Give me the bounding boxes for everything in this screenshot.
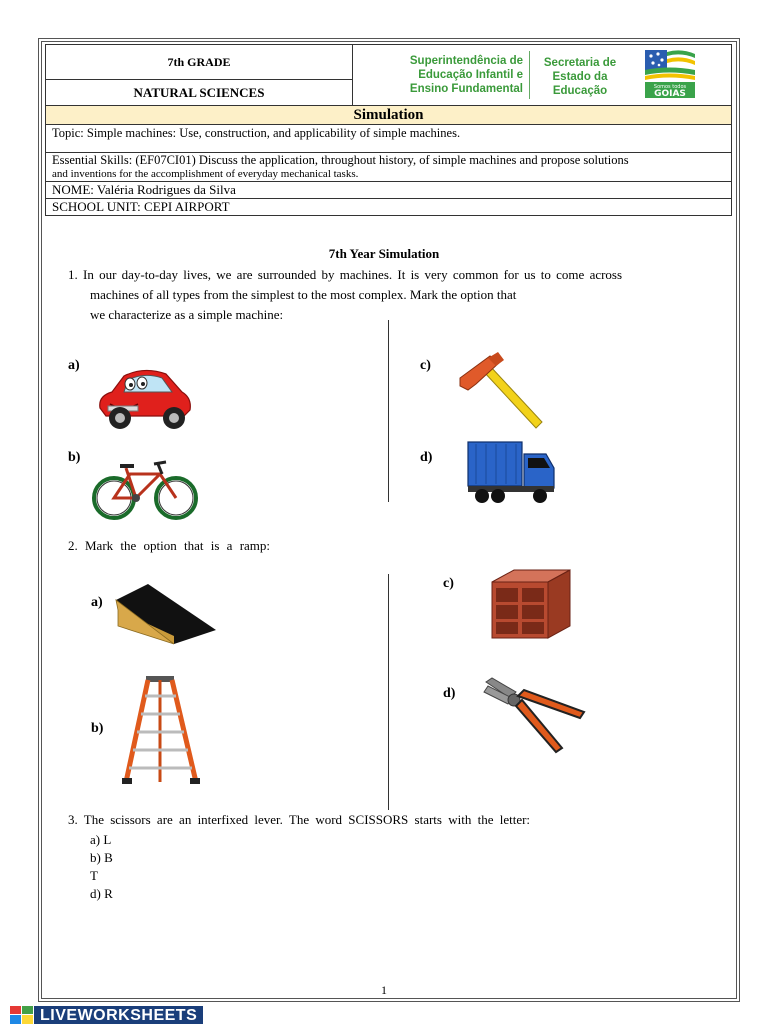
- subject-label: NATURAL SCIENCES: [46, 80, 353, 106]
- section-title: Simulation: [46, 106, 732, 125]
- q3-answer-c[interactable]: T: [90, 868, 98, 883]
- skills-text: Essential Skills: (EF07CI01) Discuss the application, throughout history, of simple machines and propose solutions and inventions for the accomplishment of everyday mechanical tasks.: [46, 153, 732, 182]
- ramp-icon[interactable]: [112, 580, 218, 646]
- page-number: 1: [381, 983, 387, 997]
- secretaria-logo: Secretaria de Estado da Educação: [543, 57, 617, 97]
- q2-option-c[interactable]: c): [443, 576, 454, 591]
- svg-text:Somos todos: Somos todos: [653, 84, 687, 90]
- q3-answer-b[interactable]: b) B: [90, 850, 113, 865]
- q1-option-c[interactable]: c): [420, 358, 431, 373]
- q3-answer-a[interactable]: a) L: [90, 832, 112, 847]
- hammer-icon[interactable]: [456, 352, 546, 432]
- logos-cell: [353, 45, 732, 106]
- q2-option-b[interactable]: b): [91, 721, 104, 736]
- q2-divider: [388, 574, 389, 810]
- student-name: NOME: Valéria Rodrigues da Silva: [46, 182, 732, 199]
- logo-divider: [529, 51, 530, 99]
- liveworksheets-icon: [10, 1006, 34, 1024]
- liveworksheets-text: LIVEWORKSHEETS: [34, 1006, 203, 1024]
- q1-option-a[interactable]: a): [68, 358, 80, 373]
- brick-icon[interactable]: [490, 568, 572, 640]
- q2-option-d[interactable]: d): [443, 686, 456, 701]
- q3-answer-d[interactable]: d) R: [90, 886, 113, 901]
- question-2: 2. Mark the option that is a ramp:: [68, 538, 271, 553]
- question-1: 1. In our day-to-day lives, we are surrounded by machines. It is very common for us to come across machines of all types from the simplest to the most complex. Mark the option that we characterize as a simple machine:: [68, 267, 623, 322]
- school-unit: SCHOOL UNIT: CEPI AIRPORT: [46, 199, 732, 216]
- q2-option-a[interactable]: a): [91, 595, 103, 610]
- header-table: [45, 44, 732, 216]
- question-3: 3. The scissors are an interfixed lever. The word SCISSORS starts with the letter:: [68, 812, 531, 827]
- pliers-icon[interactable]: [480, 674, 588, 756]
- bicycle-icon[interactable]: [90, 458, 200, 524]
- worksheet-title: 7th Year Simulation: [328, 246, 440, 261]
- goias-flag-logo: [643, 48, 697, 102]
- svg-text:GOIAS: GOIAS: [654, 89, 686, 99]
- car-icon[interactable]: [94, 362, 194, 432]
- grade-label: 7th GRADE: [46, 45, 353, 80]
- truck-icon[interactable]: [466, 436, 558, 506]
- q1-option-b[interactable]: b): [68, 450, 81, 465]
- liveworksheets-logo[interactable]: [10, 1006, 203, 1024]
- q1-option-d[interactable]: d): [420, 450, 433, 465]
- topic-text: Topic: Simple machines: Use, construction, and applicability of simple machines.: [46, 125, 732, 153]
- superintendencia-logo: Superintendência de Educação Infantil e Ensino Fundamental: [409, 55, 523, 95]
- ladder-icon[interactable]: [120, 674, 202, 786]
- q1-divider: [388, 320, 389, 502]
